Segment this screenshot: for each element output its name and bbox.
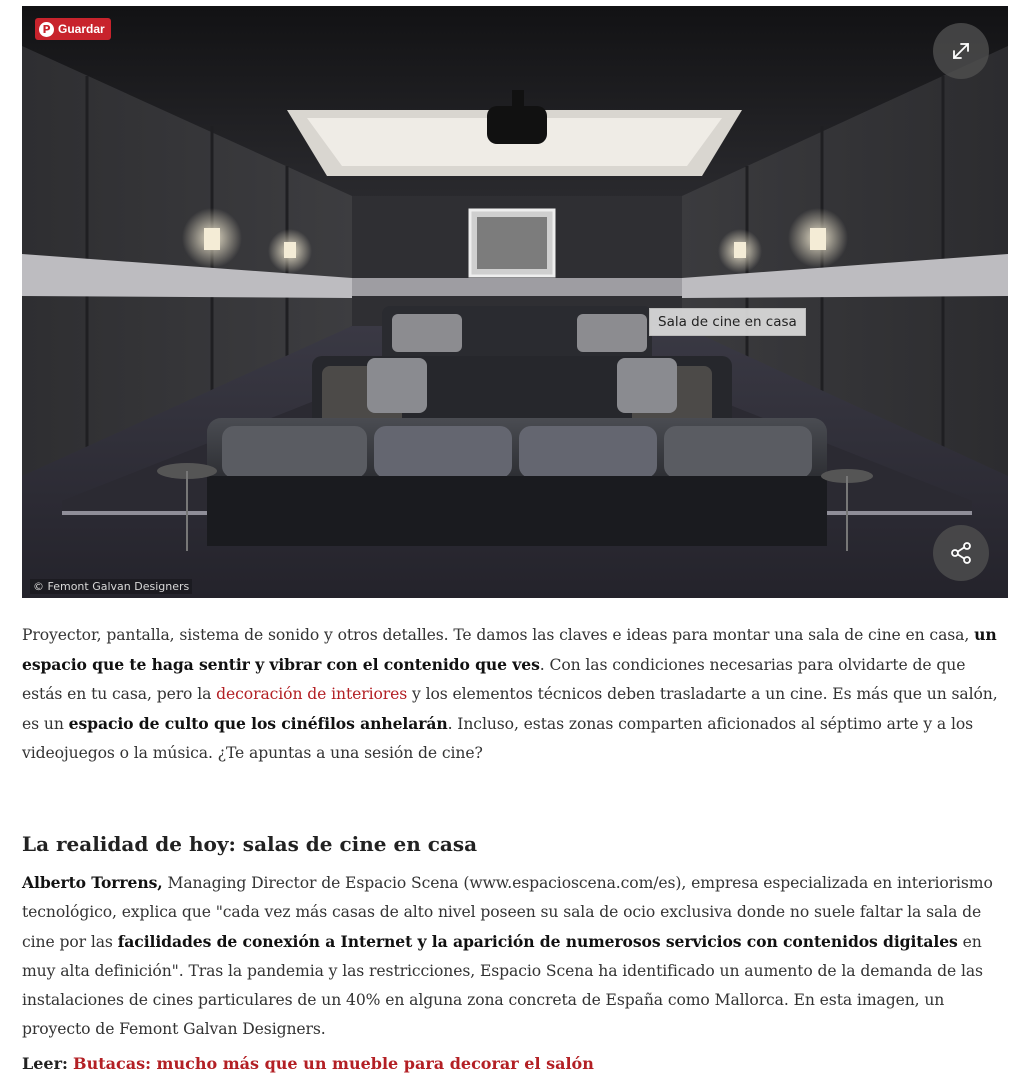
section-bold-2: facilidades de conexión a Internet y la aparición de numerosos servicios con contenidos digitales xyxy=(117,932,958,951)
intro-text-1: Proyector, pantalla, sistema de sonido y otros detalles. Te damos las claves e ideas para montar una sala de cine en casa, xyxy=(22,626,975,644)
read-more xyxy=(22,1049,594,1078)
home-cinema-photo xyxy=(22,6,1008,598)
intro-text-4: . Incluso, estas zonas comparten aficionados al séptimo arte y a los videojuegos o la música. ¿Te apuntas a una sesión de cine? xyxy=(22,715,974,762)
section-text-2: en muy alta definición". Tras la pandemia y las restricciones, Espacio Scena ha identificado un aumento de la demanda de las instalaciones de cines particulares de un 40% en alguna zona concreta de España como Mallorca. En esta imagen, un proyecto de Femont Galvan Designers. xyxy=(22,933,983,1038)
read-more-label: Leer: xyxy=(22,1054,68,1073)
section-text-1: Managing Director de Espacio Scena (www.espacioscena.com/es), empresa especializada en interiorismo tecnológico, explica que "cada vez más casas de alto nivel poseen su sala de ocio exclusiva donde no suele faltar la sala de cine por las xyxy=(22,874,993,951)
share-button[interactable] xyxy=(933,525,989,581)
image-caption-tooltip: Sala de cine en casa xyxy=(649,308,806,336)
hero-image xyxy=(22,6,1008,598)
pinterest-save-label: Guardar xyxy=(58,22,105,36)
intro-text-3: y los elementos técnicos deben trasladarte a un cine. Es más que un salón, es un xyxy=(22,685,998,733)
expand-icon xyxy=(949,39,973,63)
section-heading: La realidad de hoy: salas de cine en casa xyxy=(22,832,478,856)
read-more-link[interactable]: Butacas: mucho más que un mueble para decorar el salón xyxy=(73,1054,594,1073)
section-paragraph xyxy=(22,868,1012,1044)
intro-bold-2: espacio de culto que los cinéfilos anhelarán xyxy=(68,714,448,733)
intro-paragraph xyxy=(22,620,1008,768)
intro-bold-1: un espacio que te haga sentir y vibrar con el contenido que ves xyxy=(22,625,997,674)
intro-text-2: . Con las condiciones necesarias para olvidarte de que estás en tu casa, pero la xyxy=(22,656,966,703)
expand-button[interactable] xyxy=(933,23,989,79)
share-icon xyxy=(948,540,974,566)
photo-credit: © Femont Galvan Designers xyxy=(30,579,192,594)
interior-decoration-link[interactable]: decoración de interiores xyxy=(216,685,408,703)
section-bold-1: Alberto Torrens, xyxy=(22,873,163,892)
pinterest-save-button[interactable] xyxy=(35,18,111,40)
pinterest-icon: P xyxy=(39,22,54,37)
